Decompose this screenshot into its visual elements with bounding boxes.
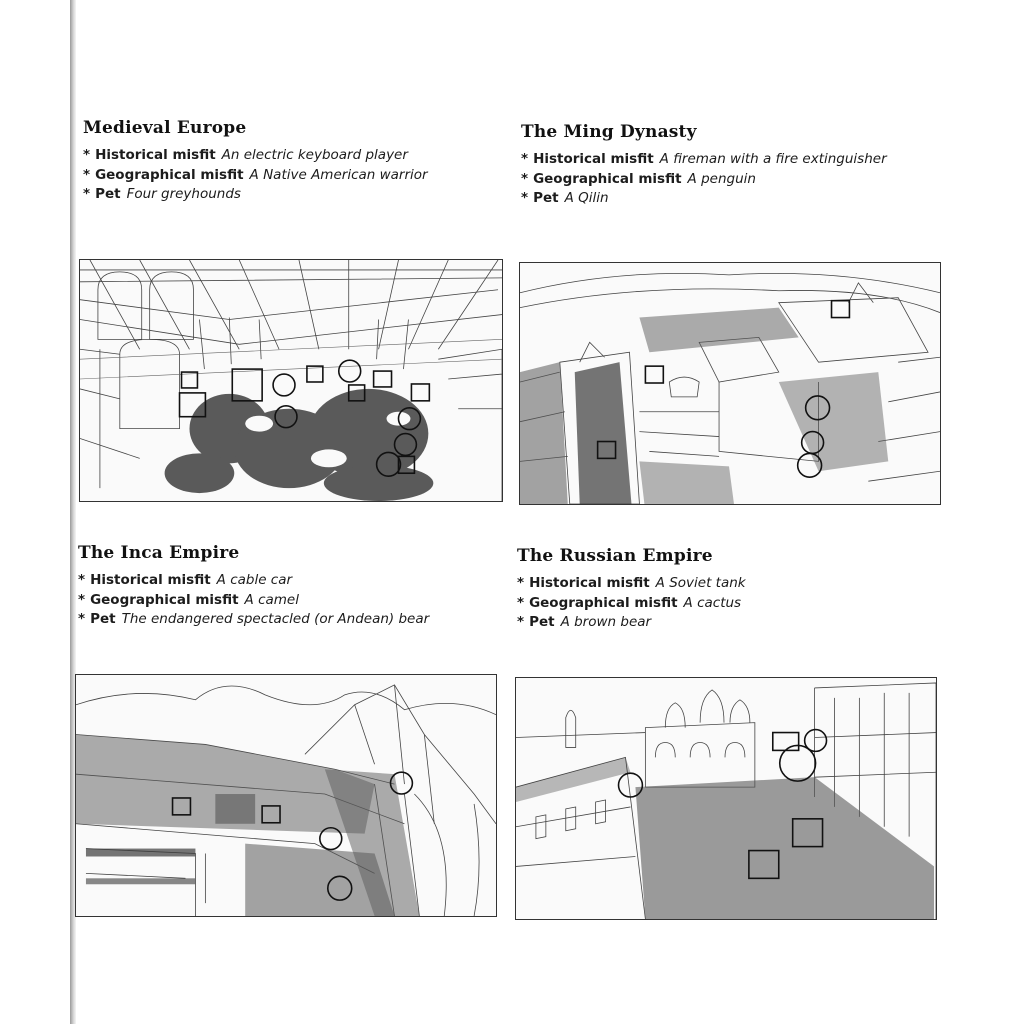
item-value: A cactus	[683, 594, 742, 611]
item-value: A Soviet tank	[655, 575, 746, 591]
bullet: *	[83, 147, 91, 163]
item-value: A cable car	[216, 572, 293, 588]
list-item	[78, 571, 429, 591]
item-value: A Qilin	[564, 190, 609, 206]
item-label: Geographical misfit	[90, 591, 239, 608]
medieval-hall-drawing	[80, 260, 502, 501]
bullet: *	[517, 594, 525, 611]
section-title: The Russian Empire	[517, 546, 713, 566]
bullet: *	[521, 151, 529, 167]
item-label: Historical misfit	[533, 151, 654, 167]
list-item	[83, 166, 428, 186]
marker-square	[182, 372, 198, 388]
bullet: *	[78, 611, 86, 627]
inca-city-drawing	[76, 675, 496, 916]
section-title: The Inca Empire	[78, 543, 240, 563]
marker-circle	[339, 360, 361, 382]
item-value: A brown bear	[560, 614, 652, 630]
item-value: A fireman with a fire extinguisher	[659, 151, 887, 167]
item-label: Pet	[90, 611, 116, 627]
list-item	[83, 146, 428, 166]
list-item	[78, 610, 429, 630]
illustration-russian-square	[515, 677, 937, 920]
item-label: Historical misfit	[95, 147, 216, 163]
illustration-ming-city	[519, 262, 941, 505]
illustration-medieval-hall	[79, 259, 503, 502]
bullet: *	[517, 614, 525, 630]
bullet: *	[78, 572, 86, 588]
item-value: An electric keyboard player	[221, 147, 408, 163]
marker-square	[832, 301, 850, 318]
item-label: Geographical misfit	[533, 170, 682, 187]
bullet: *	[521, 190, 529, 206]
item-label: Pet	[95, 186, 121, 202]
bullet: *	[521, 170, 529, 187]
bullet: *	[78, 591, 86, 608]
ming-city-drawing	[520, 263, 940, 504]
item-label: Pet	[529, 614, 555, 630]
section-russian-empire	[517, 546, 746, 633]
marker-square	[411, 384, 429, 401]
item-label: Geographical misfit	[529, 594, 678, 611]
bullet: *	[517, 575, 525, 591]
list-item	[517, 574, 746, 594]
marker-square	[645, 366, 663, 383]
russian-square-drawing	[516, 678, 936, 919]
list-item	[517, 613, 746, 633]
section-inca-empire	[78, 543, 429, 630]
illustration-inca-city	[75, 674, 497, 917]
item-value: A Native American warrior	[249, 166, 428, 183]
section-ming-dynasty	[521, 122, 887, 209]
item-value: A camel	[244, 591, 299, 608]
bullet: *	[83, 186, 91, 202]
list-item	[521, 170, 887, 190]
section-title: Medieval Europe	[83, 118, 247, 138]
item-value: The endangered spectacled (or Andean) bear	[121, 611, 430, 627]
list-item	[517, 594, 746, 614]
list-item	[83, 185, 428, 205]
item-label: Geographical misfit	[95, 166, 244, 183]
list-item	[78, 591, 429, 611]
item-label: Historical misfit	[529, 575, 650, 591]
list-item	[521, 189, 887, 209]
item-label: Pet	[533, 190, 559, 206]
item-value: A penguin	[687, 170, 756, 187]
section-title: The Ming Dynasty	[521, 122, 697, 142]
marker-circle	[273, 374, 295, 396]
item-label: Historical misfit	[90, 572, 211, 588]
section-medieval-europe	[83, 118, 428, 205]
marker-circle	[619, 773, 643, 797]
item-value: Four greyhounds	[126, 186, 241, 202]
bullet: *	[83, 166, 91, 183]
marker-square	[773, 733, 799, 751]
marker-square	[374, 371, 392, 387]
list-item	[521, 150, 887, 170]
